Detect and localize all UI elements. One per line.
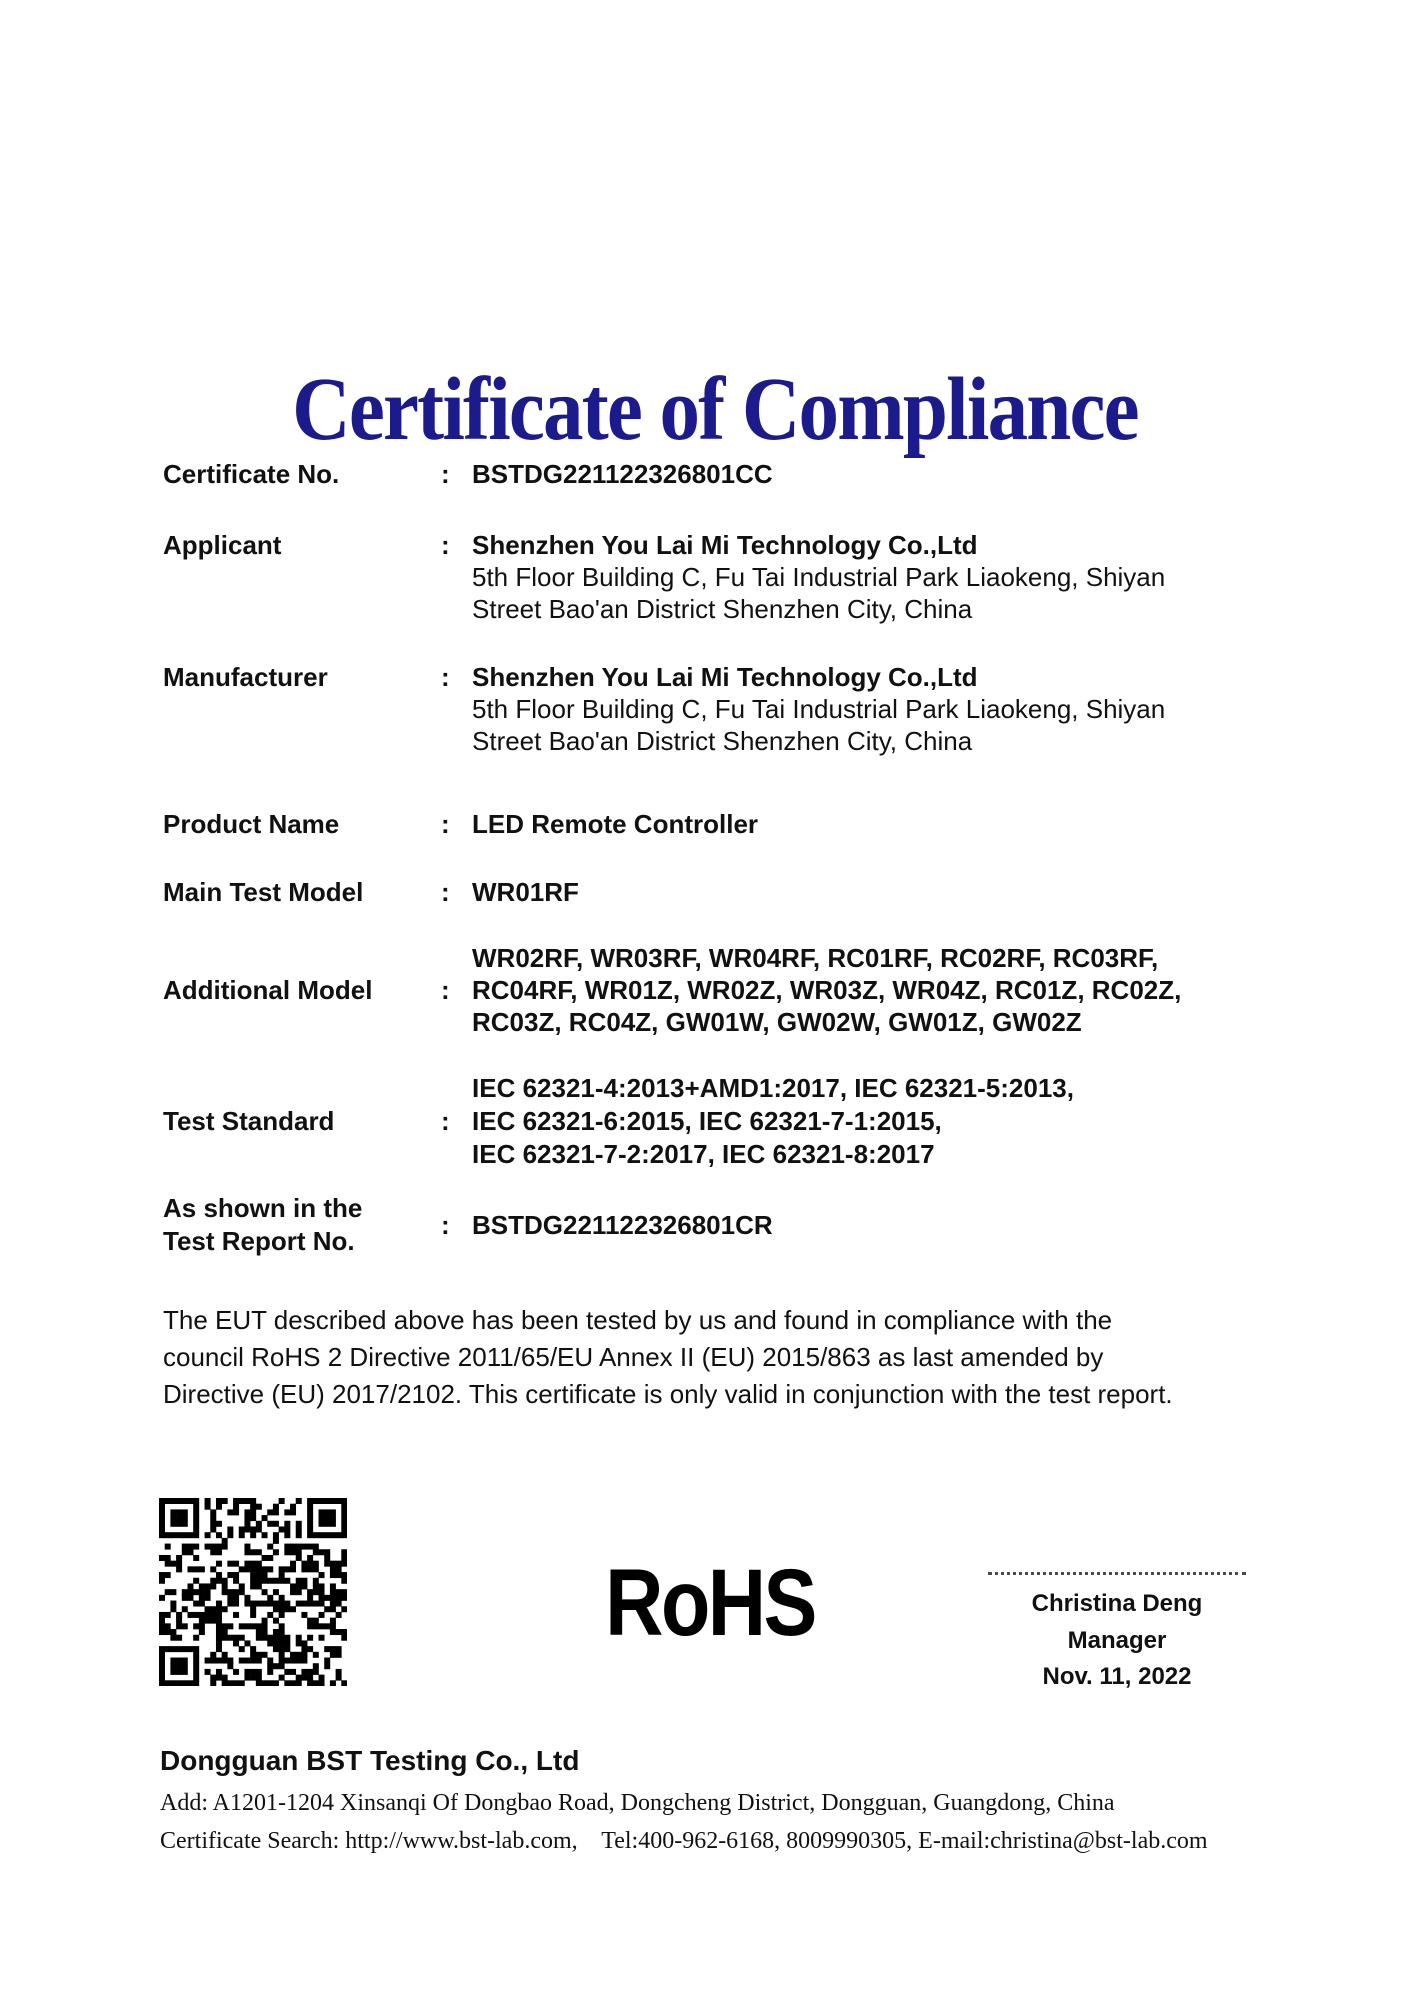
statement-line1: The EUT described above has been tested by us and found in compliance with the bbox=[163, 1305, 1113, 1335]
manufacturer-address-line2: Street Bao'an District Shenzhen City, China bbox=[472, 726, 973, 756]
field-row-product-name bbox=[163, 808, 1302, 840]
test-standard-line1: IEC 62321-4:2013+AMD1:2017, IEC 62321-5:2013, bbox=[472, 1073, 1074, 1103]
field-label: Certificate No. bbox=[163, 459, 340, 489]
field-label: Main Test Model bbox=[163, 877, 364, 907]
additional-model-line3: RC03Z, RC04Z, GW01W, GW02W, GW01Z, GW02Z bbox=[472, 1007, 1082, 1037]
signatory-role: Manager bbox=[1067, 1627, 1167, 1654]
manufacturer-name: Shenzhen You Lai Mi Technology Co.,Ltd bbox=[472, 662, 978, 692]
issuer-address: Add: A1201-1204 Xinsanqi Of Dongbao Road, Dongcheng District, Dongguan, Guangdong, China bbox=[160, 1790, 1115, 1816]
signature-block bbox=[988, 1572, 1246, 1690]
colon-separator: : bbox=[441, 877, 450, 907]
compliance-statement bbox=[163, 1302, 1353, 1413]
signatory-name: Christina Deng bbox=[1031, 1590, 1203, 1617]
field-label: Test Standard bbox=[163, 1106, 335, 1136]
field-row-certificate-no bbox=[163, 458, 1302, 490]
manufacturer-address-line1: 5th Floor Building C, Fu Tai Industrial Park Liaokeng, Shiyan bbox=[472, 694, 1166, 724]
colon-separator: : bbox=[441, 809, 450, 839]
colon-separator: : bbox=[441, 530, 450, 560]
test-standard-line3: IEC 62321-7-2:2017, IEC 62321-8:2017 bbox=[472, 1139, 935, 1169]
field-row-main-test-model bbox=[163, 876, 1302, 908]
additional-model-line1: WR02RF, WR03RF, WR04RF, RC01RF, RC02RF, RC03RF, bbox=[472, 943, 1159, 973]
page-title: Certificate of Compliance bbox=[292, 360, 1138, 460]
qr-code bbox=[159, 1498, 347, 1686]
statement-line3: Directive (EU) 2017/2102. This certificate is only valid in conjunction with the test report. bbox=[163, 1379, 1173, 1409]
colon-separator: : bbox=[441, 459, 450, 489]
test-report-number: BSTDG221122326801CR bbox=[472, 1209, 773, 1240]
colon-separator: : bbox=[441, 975, 450, 1005]
applicant-address-line1: 5th Floor Building C, Fu Tai Industrial Park Liaokeng, Shiyan bbox=[472, 562, 1166, 592]
colon-separator: : bbox=[441, 662, 450, 692]
signature-date: Nov. 11, 2022 bbox=[1042, 1663, 1192, 1690]
main-test-model-value: WR01RF bbox=[472, 877, 579, 907]
colon-separator: : bbox=[441, 1209, 450, 1240]
test-standard-line2: IEC 62321-6:2015, IEC 62321-7-1:2015, bbox=[472, 1106, 942, 1136]
field-row-additional-model bbox=[163, 942, 1302, 1038]
field-label: Manufacturer bbox=[163, 662, 328, 692]
product-name-value: LED Remote Controller bbox=[472, 809, 759, 839]
rohs-logo: RoHS bbox=[605, 1550, 815, 1656]
field-row-applicant bbox=[163, 529, 1302, 625]
certificate-number: BSTDG221122326801CC bbox=[472, 459, 773, 489]
test-report-label-line1: As shown in the bbox=[163, 1193, 363, 1223]
field-label: Product Name bbox=[163, 809, 340, 839]
field-row-test-standard bbox=[163, 1072, 1302, 1171]
colon-separator: : bbox=[441, 1106, 450, 1136]
signature-dotted-line bbox=[988, 1572, 1246, 1575]
additional-model-line2: RC04RF, WR01Z, WR02Z, WR03Z, WR04Z, RC01Z, RC02Z, bbox=[472, 975, 1182, 1005]
statement-line2: council RoHS 2 Directive 2011/65/EU Annex II (EU) 2015/863 as last amended by bbox=[163, 1342, 1104, 1372]
field-label: Applicant bbox=[163, 530, 282, 560]
test-report-label-line2: Test Report No. bbox=[163, 1226, 355, 1256]
field-label: Additional Model bbox=[163, 975, 373, 1005]
field-label bbox=[163, 1192, 441, 1258]
issuer-company-name: Dongguan BST Testing Co., Ltd bbox=[160, 1745, 580, 1776]
field-row-manufacturer bbox=[163, 661, 1302, 757]
applicant-address-line2: Street Bao'an District Shenzhen City, China bbox=[472, 594, 973, 624]
field-row-test-report-no bbox=[163, 1192, 1302, 1258]
applicant-name: Shenzhen You Lai Mi Technology Co.,Ltd bbox=[472, 530, 978, 560]
issuer-footer bbox=[160, 1744, 1330, 1856]
issuer-contact-line: Certificate Search: http://www.bst-lab.com, Tel:400-962-6168, 8009990305, E-mail:christina@bst-lab.com bbox=[160, 1828, 1208, 1854]
